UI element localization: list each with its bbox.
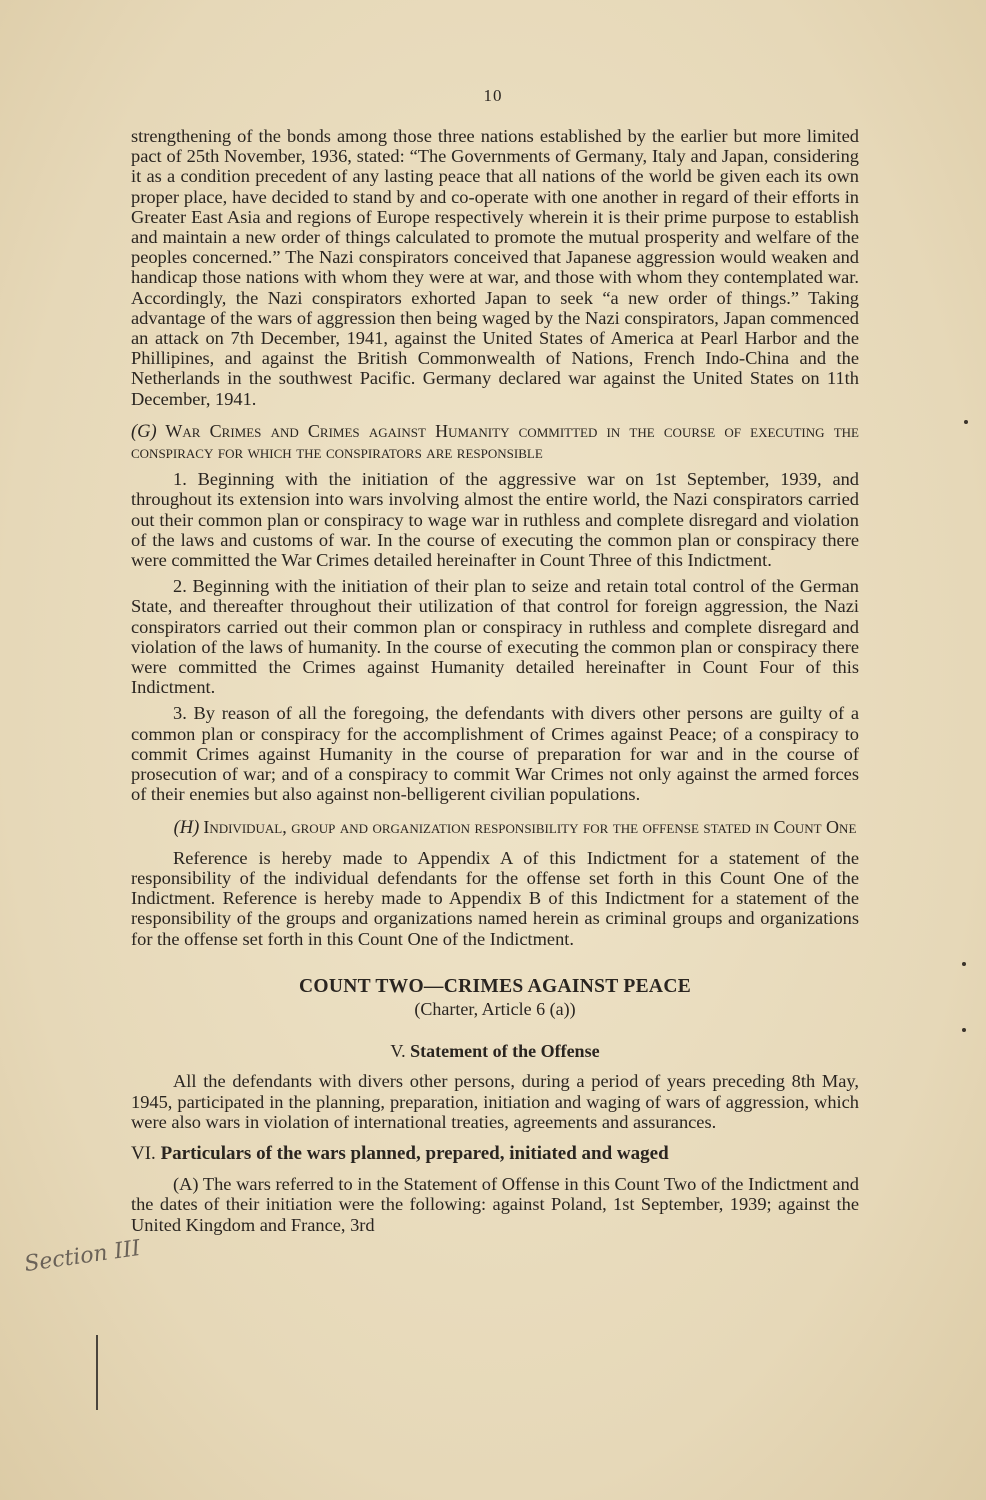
paragraph-continuation: strengthening of the bonds among those three nations established by the earlier but more limited pact of 25th November, 1936, stated: “The Governments of Germany, Italy and Japan, considering it as a condition precedent of any lasting peace that all nations of the world be given each its own proper place, have decided to stand by and co-operate with one another in regard of their efforts in Greater East Asia and regions of Europe respectively wherein it is their prime purpose to establish and maintain a new order of things calculated to promote the mutual prosperity and welfare of the peoples concerned.” The Nazi conspirators conceived that Japanese aggression would weaken and handicap those nations with whom they were at war, and those with whom they contemplated war. Accordingly, the Nazi conspirators exhorted Japan to seek “a new order of things.” Taking advantage of the wars of aggression then being waged by the Nazi conspirators, Japan commenced an attack on 7th December, 1941, against the United States of America at Pearl Harbor and the Phillipines, and against the British Commonwealth of Nations, French Indo-China and the Netherlands in the southwest Pacific. Germany declared war against the United States on 11th December, 1941. bbox=[131, 126, 859, 409]
page-number: 10 bbox=[483, 86, 503, 105]
count-two-subtitle: (Charter, Article 6 (a)) bbox=[414, 998, 576, 1019]
handwritten-margin-note: Section III bbox=[22, 1235, 142, 1278]
section-v-paragraph: All the defendants with divers other persons, during a period of years preceding 8th May, 1945, participated in the planning, preparation, initiation and waging of wars of aggression, which were also wars in violation of international treaties, agreements and assurances. bbox=[131, 1071, 859, 1132]
section-g-item-1: 1. Beginning with the initiation of the aggressive war on 1st September, 1939, and throughout its extension into wars involving almost the entire world, the Nazi conspirators carried out their common plan or conspiracy to wage war in ruthless and complete disregard and violation of the laws and customs of war. In the course of executing the common plan or conspiracy there were committed the War Crimes detailed hereinafter in Count Three of this Indictment. bbox=[131, 469, 859, 571]
section-h-letter: (H) bbox=[173, 817, 200, 838]
section-g-item-2: 2. Beginning with the initiation of their plan to seize and retain total control of the German State, and thereafter throughout their utilization of that control for foreign aggression, the Nazi conspirators carried out their common plan or conspiracy in ruthless and complete disregard and violation of the laws of humanity. In the course of executing the common plan or conspiracy there were committed the Crimes against Humanity detailed hereinafter in Count Four of this Indictment. bbox=[131, 576, 859, 698]
count-two-title: COUNT TWO—CRIMES AGAINST PEACE bbox=[298, 975, 692, 997]
margin-dot bbox=[962, 962, 966, 966]
margin-dot bbox=[964, 420, 968, 424]
section-v-number: V. bbox=[390, 1041, 406, 1062]
section-vi-number: VI. bbox=[131, 1142, 156, 1164]
section-h-paragraph: Reference is hereby made to Appendix A of this Indictment for a statement of the responsibility of the individual defendants for the offense set forth in this Count One of the Indictment. Reference is hereby made to Appendix B of this Indictment for a statement of the responsibility of the groups and organizations named herein as criminal groups and organizations for the offense set forth in this Count One of the Indictment. bbox=[131, 847, 859, 949]
section-g-letter: (G) bbox=[131, 421, 157, 442]
section-vi-paragraph: (A) The wars referred to in the Statement of Offense in this Count Two of the Indictment and the dates of their initiation were the following: against Poland, 1st September, 1939; against the United Kingdom and France, 3rd bbox=[131, 1174, 859, 1235]
section-vi-title: Particulars of the wars planned, prepared, initiated and waged bbox=[160, 1142, 669, 1164]
section-g-item-3: 3. By reason of all the foregoing, the defendants with divers other persons are guilty of a common plan or conspiracy for the accomplishment of Crimes against Peace; of a conspiracy to commit Crimes against Humanity in the course of preparation for war and in the course of prosecution of war; and of a conspiracy to commit War Crimes not only against the armed forces of their enemies but also against non-belligerent civilian populations. bbox=[131, 703, 859, 805]
margin-line bbox=[96, 1335, 98, 1410]
section-vi-heading bbox=[131, 1144, 859, 1164]
section-g-title: War Crimes and Crimes against Humanity committed in the course of executing the conspiracy for which the conspirators are responsible bbox=[131, 420, 859, 463]
section-v-heading bbox=[131, 1041, 859, 1061]
section-h-heading bbox=[131, 817, 859, 838]
section-h-title: Individual, group and organization responsibility for the offense stated in Count One bbox=[203, 816, 857, 837]
text-column bbox=[131, 126, 859, 1235]
section-v-title: Statement of the Offense bbox=[410, 1041, 600, 1062]
margin-dot bbox=[962, 1028, 966, 1032]
section-g-heading bbox=[131, 421, 859, 463]
